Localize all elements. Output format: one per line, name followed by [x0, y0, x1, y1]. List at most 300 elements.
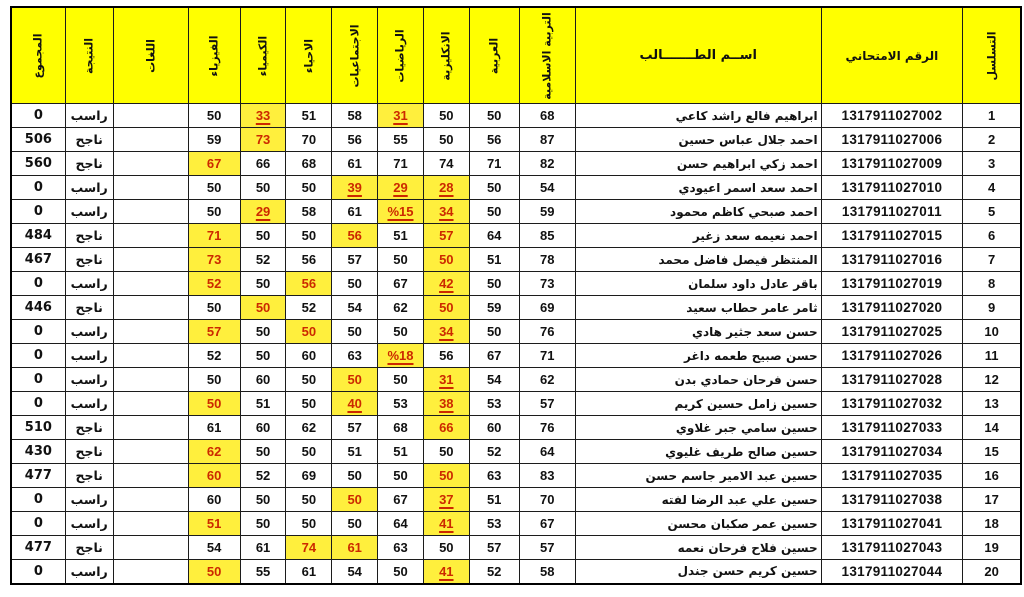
arabic-score-cell: 67: [469, 344, 519, 368]
physics-score-cell: 54: [188, 536, 240, 560]
arabic-score-cell: 51: [469, 488, 519, 512]
english-score-cell: 41: [423, 512, 469, 536]
english-score-cell: 37: [423, 488, 469, 512]
header-row: [11, 7, 1021, 104]
arabic-score-cell: 59: [469, 296, 519, 320]
islamic-education-score-cell: 68: [519, 104, 575, 128]
biology-score-cell: 60: [286, 344, 332, 368]
result-cell: راسب: [65, 344, 113, 368]
islamic-education-score-cell: 71: [519, 344, 575, 368]
chemistry-score-cell: 61: [240, 536, 286, 560]
student-name-cell: حسين فلاح فرحان نعمه: [575, 536, 821, 560]
table-row: [11, 416, 1021, 440]
table-row: [11, 128, 1021, 152]
serial-cell: 11: [963, 344, 1021, 368]
languages-score-cell: [113, 128, 188, 152]
biology-score-cell: 58: [286, 200, 332, 224]
table-row: [11, 248, 1021, 272]
arabic-score-cell: 56: [469, 128, 519, 152]
exam-number-cell: 1317911027010: [821, 176, 963, 200]
social-studies-score-cell: 50: [332, 488, 378, 512]
serial-cell: 10: [963, 320, 1021, 344]
english-score-cell: 34: [423, 200, 469, 224]
social-studies-score-cell: 39: [332, 176, 378, 200]
languages-score-cell: [113, 536, 188, 560]
english-score-cell: 50: [423, 248, 469, 272]
col-header-arabic-label: العربية: [487, 37, 501, 74]
biology-score-cell: 74: [286, 536, 332, 560]
arabic-score-cell: 63: [469, 464, 519, 488]
english-score-cell: 56: [423, 344, 469, 368]
student-name-cell: حسن سعد جثير هادي: [575, 320, 821, 344]
arabic-score-cell: 53: [469, 392, 519, 416]
table-row: [11, 200, 1021, 224]
math-score-cell: 31: [378, 104, 424, 128]
biology-score-cell: 50: [286, 176, 332, 200]
english-score-cell: 74: [423, 152, 469, 176]
math-score-cell: 64: [378, 512, 424, 536]
student-name-cell: احمد زكي ابراهيم حسن: [575, 152, 821, 176]
serial-cell: 5: [963, 200, 1021, 224]
arabic-score-cell: 60: [469, 416, 519, 440]
biology-score-cell: 62: [286, 416, 332, 440]
islamic-education-score-cell: 57: [519, 392, 575, 416]
serial-cell: 17: [963, 488, 1021, 512]
biology-score-cell: 50: [286, 488, 332, 512]
col-header-physics-label: الفيزياء: [207, 34, 221, 77]
result-cell: راسب: [65, 512, 113, 536]
table-row: [11, 152, 1021, 176]
math-score-cell: 51: [378, 440, 424, 464]
results-body: [11, 104, 1021, 584]
result-cell: ناجح: [65, 464, 113, 488]
serial-cell: 16: [963, 464, 1021, 488]
serial-cell: 20: [963, 560, 1021, 584]
exam-number-cell: 1317911027025: [821, 320, 963, 344]
social-studies-score-cell: 50: [332, 368, 378, 392]
exam-number-cell: 1317911027015: [821, 224, 963, 248]
chemistry-score-cell: 50: [240, 272, 286, 296]
chemistry-score-cell: 60: [240, 416, 286, 440]
physics-score-cell: 61: [188, 416, 240, 440]
physics-score-cell: 67: [188, 152, 240, 176]
student-name-cell: حسين عبد الامير جاسم حسن: [575, 464, 821, 488]
biology-score-cell: 70: [286, 128, 332, 152]
col-header-math: [378, 7, 424, 104]
arabic-score-cell: 64: [469, 224, 519, 248]
total-cell: 506: [11, 128, 65, 152]
math-score-cell: 50: [378, 560, 424, 584]
table-row: [11, 440, 1021, 464]
arabic-score-cell: 51: [469, 248, 519, 272]
student-name-cell: ثامر عامر حطاب سعيد: [575, 296, 821, 320]
col-header-total: [11, 7, 65, 104]
exam-number-cell: 1317911027009: [821, 152, 963, 176]
math-score-cell: 50: [378, 320, 424, 344]
physics-score-cell: 71: [188, 224, 240, 248]
result-cell: ناجح: [65, 440, 113, 464]
social-studies-score-cell: 61: [332, 536, 378, 560]
exam-number-cell: 1317911027011: [821, 200, 963, 224]
languages-score-cell: [113, 512, 188, 536]
math-score-cell: 63: [378, 536, 424, 560]
math-score-cell: 53: [378, 392, 424, 416]
student-name-cell: احمد جلال عباس حسين: [575, 128, 821, 152]
languages-score-cell: [113, 176, 188, 200]
chemistry-score-cell: 50: [240, 488, 286, 512]
arabic-score-cell: 52: [469, 440, 519, 464]
result-cell: راسب: [65, 272, 113, 296]
english-score-cell: 50: [423, 104, 469, 128]
islamic-education-score-cell: 82: [519, 152, 575, 176]
student-name-cell: احمد نعيمه سعد زغير: [575, 224, 821, 248]
english-score-cell: 50: [423, 128, 469, 152]
social-studies-score-cell: 50: [332, 272, 378, 296]
chemistry-score-cell: 60: [240, 368, 286, 392]
serial-cell: 9: [963, 296, 1021, 320]
chemistry-score-cell: 73: [240, 128, 286, 152]
biology-score-cell: 61: [286, 560, 332, 584]
result-cell: راسب: [65, 368, 113, 392]
col-header-languages-label: اللغات: [144, 38, 158, 73]
islamic-education-score-cell: 58: [519, 560, 575, 584]
result-cell: راسب: [65, 104, 113, 128]
chemistry-score-cell: 50: [240, 320, 286, 344]
english-score-cell: 50: [423, 464, 469, 488]
math-score-cell: 50: [378, 248, 424, 272]
total-cell: 0: [11, 272, 65, 296]
chemistry-score-cell: 51: [240, 392, 286, 416]
exam-number-cell: 1317911027028: [821, 368, 963, 392]
physics-score-cell: 50: [188, 560, 240, 584]
student-name-cell: باقر عادل داود سلمان: [575, 272, 821, 296]
arabic-score-cell: 57: [469, 536, 519, 560]
col-header-result-label: النتيجة: [82, 37, 96, 74]
english-score-cell: 50: [423, 440, 469, 464]
serial-cell: 3: [963, 152, 1021, 176]
total-cell: 0: [11, 392, 65, 416]
social-studies-score-cell: 58: [332, 104, 378, 128]
result-cell: راسب: [65, 176, 113, 200]
student-name-cell: ابراهيم فالع راشد كاعي: [575, 104, 821, 128]
student-name-cell: احمد صبحي كاظم محمود: [575, 200, 821, 224]
physics-score-cell: 52: [188, 344, 240, 368]
social-studies-score-cell: 54: [332, 560, 378, 584]
social-studies-score-cell: 51: [332, 440, 378, 464]
serial-cell: 4: [963, 176, 1021, 200]
english-score-cell: 42: [423, 272, 469, 296]
physics-score-cell: 60: [188, 488, 240, 512]
col-header-islamic-education-label: التربية الاسلامية: [540, 11, 554, 100]
col-header-arabic: [469, 7, 519, 104]
result-cell: ناجح: [65, 248, 113, 272]
chemistry-score-cell: 52: [240, 464, 286, 488]
col-header-islamic-education: [519, 7, 575, 104]
exam-number-cell: 1317911027044: [821, 560, 963, 584]
physics-score-cell: 50: [188, 200, 240, 224]
math-score-cell: 67: [378, 272, 424, 296]
col-header-english-label: الانكليزية: [439, 30, 453, 81]
math-score-cell: 51: [378, 224, 424, 248]
serial-cell: 18: [963, 512, 1021, 536]
total-cell: 0: [11, 560, 65, 584]
english-score-cell: 50: [423, 296, 469, 320]
arabic-score-cell: 50: [469, 320, 519, 344]
arabic-score-cell: 50: [469, 200, 519, 224]
social-studies-score-cell: 61: [332, 152, 378, 176]
islamic-education-score-cell: 54: [519, 176, 575, 200]
total-cell: 467: [11, 248, 65, 272]
english-score-cell: 38: [423, 392, 469, 416]
islamic-education-score-cell: 85: [519, 224, 575, 248]
english-score-cell: 31: [423, 368, 469, 392]
languages-score-cell: [113, 344, 188, 368]
serial-cell: 19: [963, 536, 1021, 560]
social-studies-score-cell: 57: [332, 248, 378, 272]
english-score-cell: 28: [423, 176, 469, 200]
physics-score-cell: 59: [188, 128, 240, 152]
table-row: [11, 488, 1021, 512]
languages-score-cell: [113, 464, 188, 488]
exam-number-cell: 1317911027032: [821, 392, 963, 416]
math-score-cell: 55: [378, 128, 424, 152]
table-row: [11, 368, 1021, 392]
social-studies-score-cell: 57: [332, 416, 378, 440]
total-cell: 0: [11, 512, 65, 536]
exam-number-cell: 1317911027019: [821, 272, 963, 296]
exam-number-cell: 1317911027006: [821, 128, 963, 152]
languages-score-cell: [113, 320, 188, 344]
table-row: [11, 512, 1021, 536]
math-score-cell: 67: [378, 488, 424, 512]
col-header-english: [423, 7, 469, 104]
languages-score-cell: [113, 560, 188, 584]
total-cell: 0: [11, 368, 65, 392]
biology-score-cell: 52: [286, 296, 332, 320]
biology-score-cell: 50: [286, 512, 332, 536]
languages-score-cell: [113, 272, 188, 296]
total-cell: 484: [11, 224, 65, 248]
col-header-math-label: الرياضيات: [393, 28, 407, 83]
serial-cell: 13: [963, 392, 1021, 416]
total-cell: 477: [11, 536, 65, 560]
col-header-total-label: المجموع: [31, 33, 45, 78]
arabic-score-cell: 71: [469, 152, 519, 176]
arabic-score-cell: 50: [469, 272, 519, 296]
col-header-biology-label: الاحياء: [302, 38, 316, 73]
table-row: [11, 224, 1021, 248]
chemistry-score-cell: 33: [240, 104, 286, 128]
exam-number-cell: 1317911027035: [821, 464, 963, 488]
serial-cell: 15: [963, 440, 1021, 464]
physics-score-cell: 62: [188, 440, 240, 464]
serial-cell: 12: [963, 368, 1021, 392]
total-cell: 0: [11, 104, 65, 128]
biology-score-cell: 68: [286, 152, 332, 176]
languages-score-cell: [113, 200, 188, 224]
student-name-cell: حسين سامي جبر غلاوي: [575, 416, 821, 440]
result-cell: راسب: [65, 560, 113, 584]
islamic-education-score-cell: 76: [519, 416, 575, 440]
table-row: [11, 320, 1021, 344]
english-score-cell: 41: [423, 560, 469, 584]
languages-score-cell: [113, 296, 188, 320]
languages-score-cell: [113, 392, 188, 416]
result-cell: ناجح: [65, 128, 113, 152]
student-name-cell: حسن فرحان حمادي بدن: [575, 368, 821, 392]
result-cell: راسب: [65, 392, 113, 416]
chemistry-score-cell: 66: [240, 152, 286, 176]
arabic-score-cell: 52: [469, 560, 519, 584]
math-score-cell: 50: [378, 464, 424, 488]
arabic-score-cell: 53: [469, 512, 519, 536]
math-score-cell: 68: [378, 416, 424, 440]
social-studies-score-cell: 40: [332, 392, 378, 416]
exam-number-cell: 1317911027038: [821, 488, 963, 512]
col-header-result: [65, 7, 113, 104]
table-row: [11, 464, 1021, 488]
social-studies-score-cell: 63: [332, 344, 378, 368]
col-header-social-studies-label: الاجتماعيات: [348, 23, 362, 88]
total-cell: 446: [11, 296, 65, 320]
social-studies-score-cell: 56: [332, 128, 378, 152]
student-name-cell: حسين عمر صكبان محسن: [575, 512, 821, 536]
exam-number-cell: 1317911027033: [821, 416, 963, 440]
arabic-score-cell: 50: [469, 104, 519, 128]
total-cell: 0: [11, 176, 65, 200]
social-studies-score-cell: 50: [332, 320, 378, 344]
social-studies-score-cell: 61: [332, 200, 378, 224]
islamic-education-score-cell: 76: [519, 320, 575, 344]
col-header-languages: [113, 7, 188, 104]
islamic-education-score-cell: 62: [519, 368, 575, 392]
biology-score-cell: 50: [286, 392, 332, 416]
col-header-chemistry: [240, 7, 286, 104]
total-cell: 0: [11, 488, 65, 512]
total-cell: 560: [11, 152, 65, 176]
math-score-cell: 71: [378, 152, 424, 176]
islamic-education-score-cell: 59: [519, 200, 575, 224]
biology-score-cell: 56: [286, 248, 332, 272]
chemistry-score-cell: 50: [240, 440, 286, 464]
exam-number-cell: 1317911027020: [821, 296, 963, 320]
math-score-cell: %18: [378, 344, 424, 368]
chemistry-score-cell: 55: [240, 560, 286, 584]
languages-score-cell: [113, 368, 188, 392]
exam-number-cell: 1317911027043: [821, 536, 963, 560]
chemistry-score-cell: 50: [240, 224, 286, 248]
chemistry-score-cell: 50: [240, 512, 286, 536]
social-studies-score-cell: 50: [332, 464, 378, 488]
result-cell: ناجح: [65, 536, 113, 560]
result-cell: ناجح: [65, 296, 113, 320]
chemistry-score-cell: 52: [240, 248, 286, 272]
languages-score-cell: [113, 488, 188, 512]
biology-score-cell: 50: [286, 368, 332, 392]
math-score-cell: 62: [378, 296, 424, 320]
islamic-education-score-cell: 57: [519, 536, 575, 560]
table-row: [11, 296, 1021, 320]
table-row: [11, 560, 1021, 584]
student-name-cell: احمد سعد اسمر اعيودي: [575, 176, 821, 200]
math-score-cell: 50: [378, 368, 424, 392]
total-cell: 477: [11, 464, 65, 488]
biology-score-cell: 56: [286, 272, 332, 296]
chemistry-score-cell: 29: [240, 200, 286, 224]
islamic-education-score-cell: 78: [519, 248, 575, 272]
physics-score-cell: 57: [188, 320, 240, 344]
languages-score-cell: [113, 104, 188, 128]
social-studies-score-cell: 56: [332, 224, 378, 248]
student-name-cell: حسين صالح طريف غليوي: [575, 440, 821, 464]
table-row: [11, 392, 1021, 416]
languages-score-cell: [113, 248, 188, 272]
arabic-score-cell: 50: [469, 176, 519, 200]
physics-score-cell: 51: [188, 512, 240, 536]
total-cell: 0: [11, 320, 65, 344]
result-cell: ناجح: [65, 152, 113, 176]
english-score-cell: 57: [423, 224, 469, 248]
table-row: [11, 272, 1021, 296]
arabic-score-cell: 54: [469, 368, 519, 392]
total-cell: 0: [11, 200, 65, 224]
biology-score-cell: 50: [286, 440, 332, 464]
languages-score-cell: [113, 224, 188, 248]
table-row: [11, 104, 1021, 128]
serial-cell: 7: [963, 248, 1021, 272]
islamic-education-score-cell: 64: [519, 440, 575, 464]
student-name-cell: حسين علي عبد الرضا لفته: [575, 488, 821, 512]
islamic-education-score-cell: 70: [519, 488, 575, 512]
islamic-education-score-cell: 87: [519, 128, 575, 152]
total-cell: 430: [11, 440, 65, 464]
social-studies-score-cell: 50: [332, 512, 378, 536]
result-cell: ناجح: [65, 416, 113, 440]
col-header-chemistry-label: الكيمياء: [256, 35, 270, 76]
student-name-cell: حسن صبيح طعمه داغر: [575, 344, 821, 368]
col-header-exam-number: الرقم الامتحاني: [821, 7, 963, 104]
english-score-cell: 50: [423, 536, 469, 560]
serial-cell: 8: [963, 272, 1021, 296]
col-header-serial: [963, 7, 1021, 104]
physics-score-cell: 52: [188, 272, 240, 296]
physics-score-cell: 50: [188, 104, 240, 128]
total-cell: 510: [11, 416, 65, 440]
islamic-education-score-cell: 67: [519, 512, 575, 536]
languages-score-cell: [113, 152, 188, 176]
chemistry-score-cell: 50: [240, 176, 286, 200]
languages-score-cell: [113, 416, 188, 440]
social-studies-score-cell: 54: [332, 296, 378, 320]
chemistry-score-cell: 50: [240, 296, 286, 320]
math-score-cell: 29: [378, 176, 424, 200]
biology-score-cell: 69: [286, 464, 332, 488]
student-name-cell: حسين زامل حسين كريم: [575, 392, 821, 416]
physics-score-cell: 50: [188, 296, 240, 320]
col-header-student-name: اســم الطـــــــالب: [575, 7, 821, 104]
physics-score-cell: 73: [188, 248, 240, 272]
result-cell: ناجح: [65, 224, 113, 248]
exam-number-cell: 1317911027002: [821, 104, 963, 128]
languages-score-cell: [113, 440, 188, 464]
result-cell: راسب: [65, 200, 113, 224]
table-row: [11, 344, 1021, 368]
islamic-education-score-cell: 83: [519, 464, 575, 488]
english-score-cell: 34: [423, 320, 469, 344]
col-header-social-studies: [332, 7, 378, 104]
result-cell: راسب: [65, 320, 113, 344]
table-row: [11, 536, 1021, 560]
